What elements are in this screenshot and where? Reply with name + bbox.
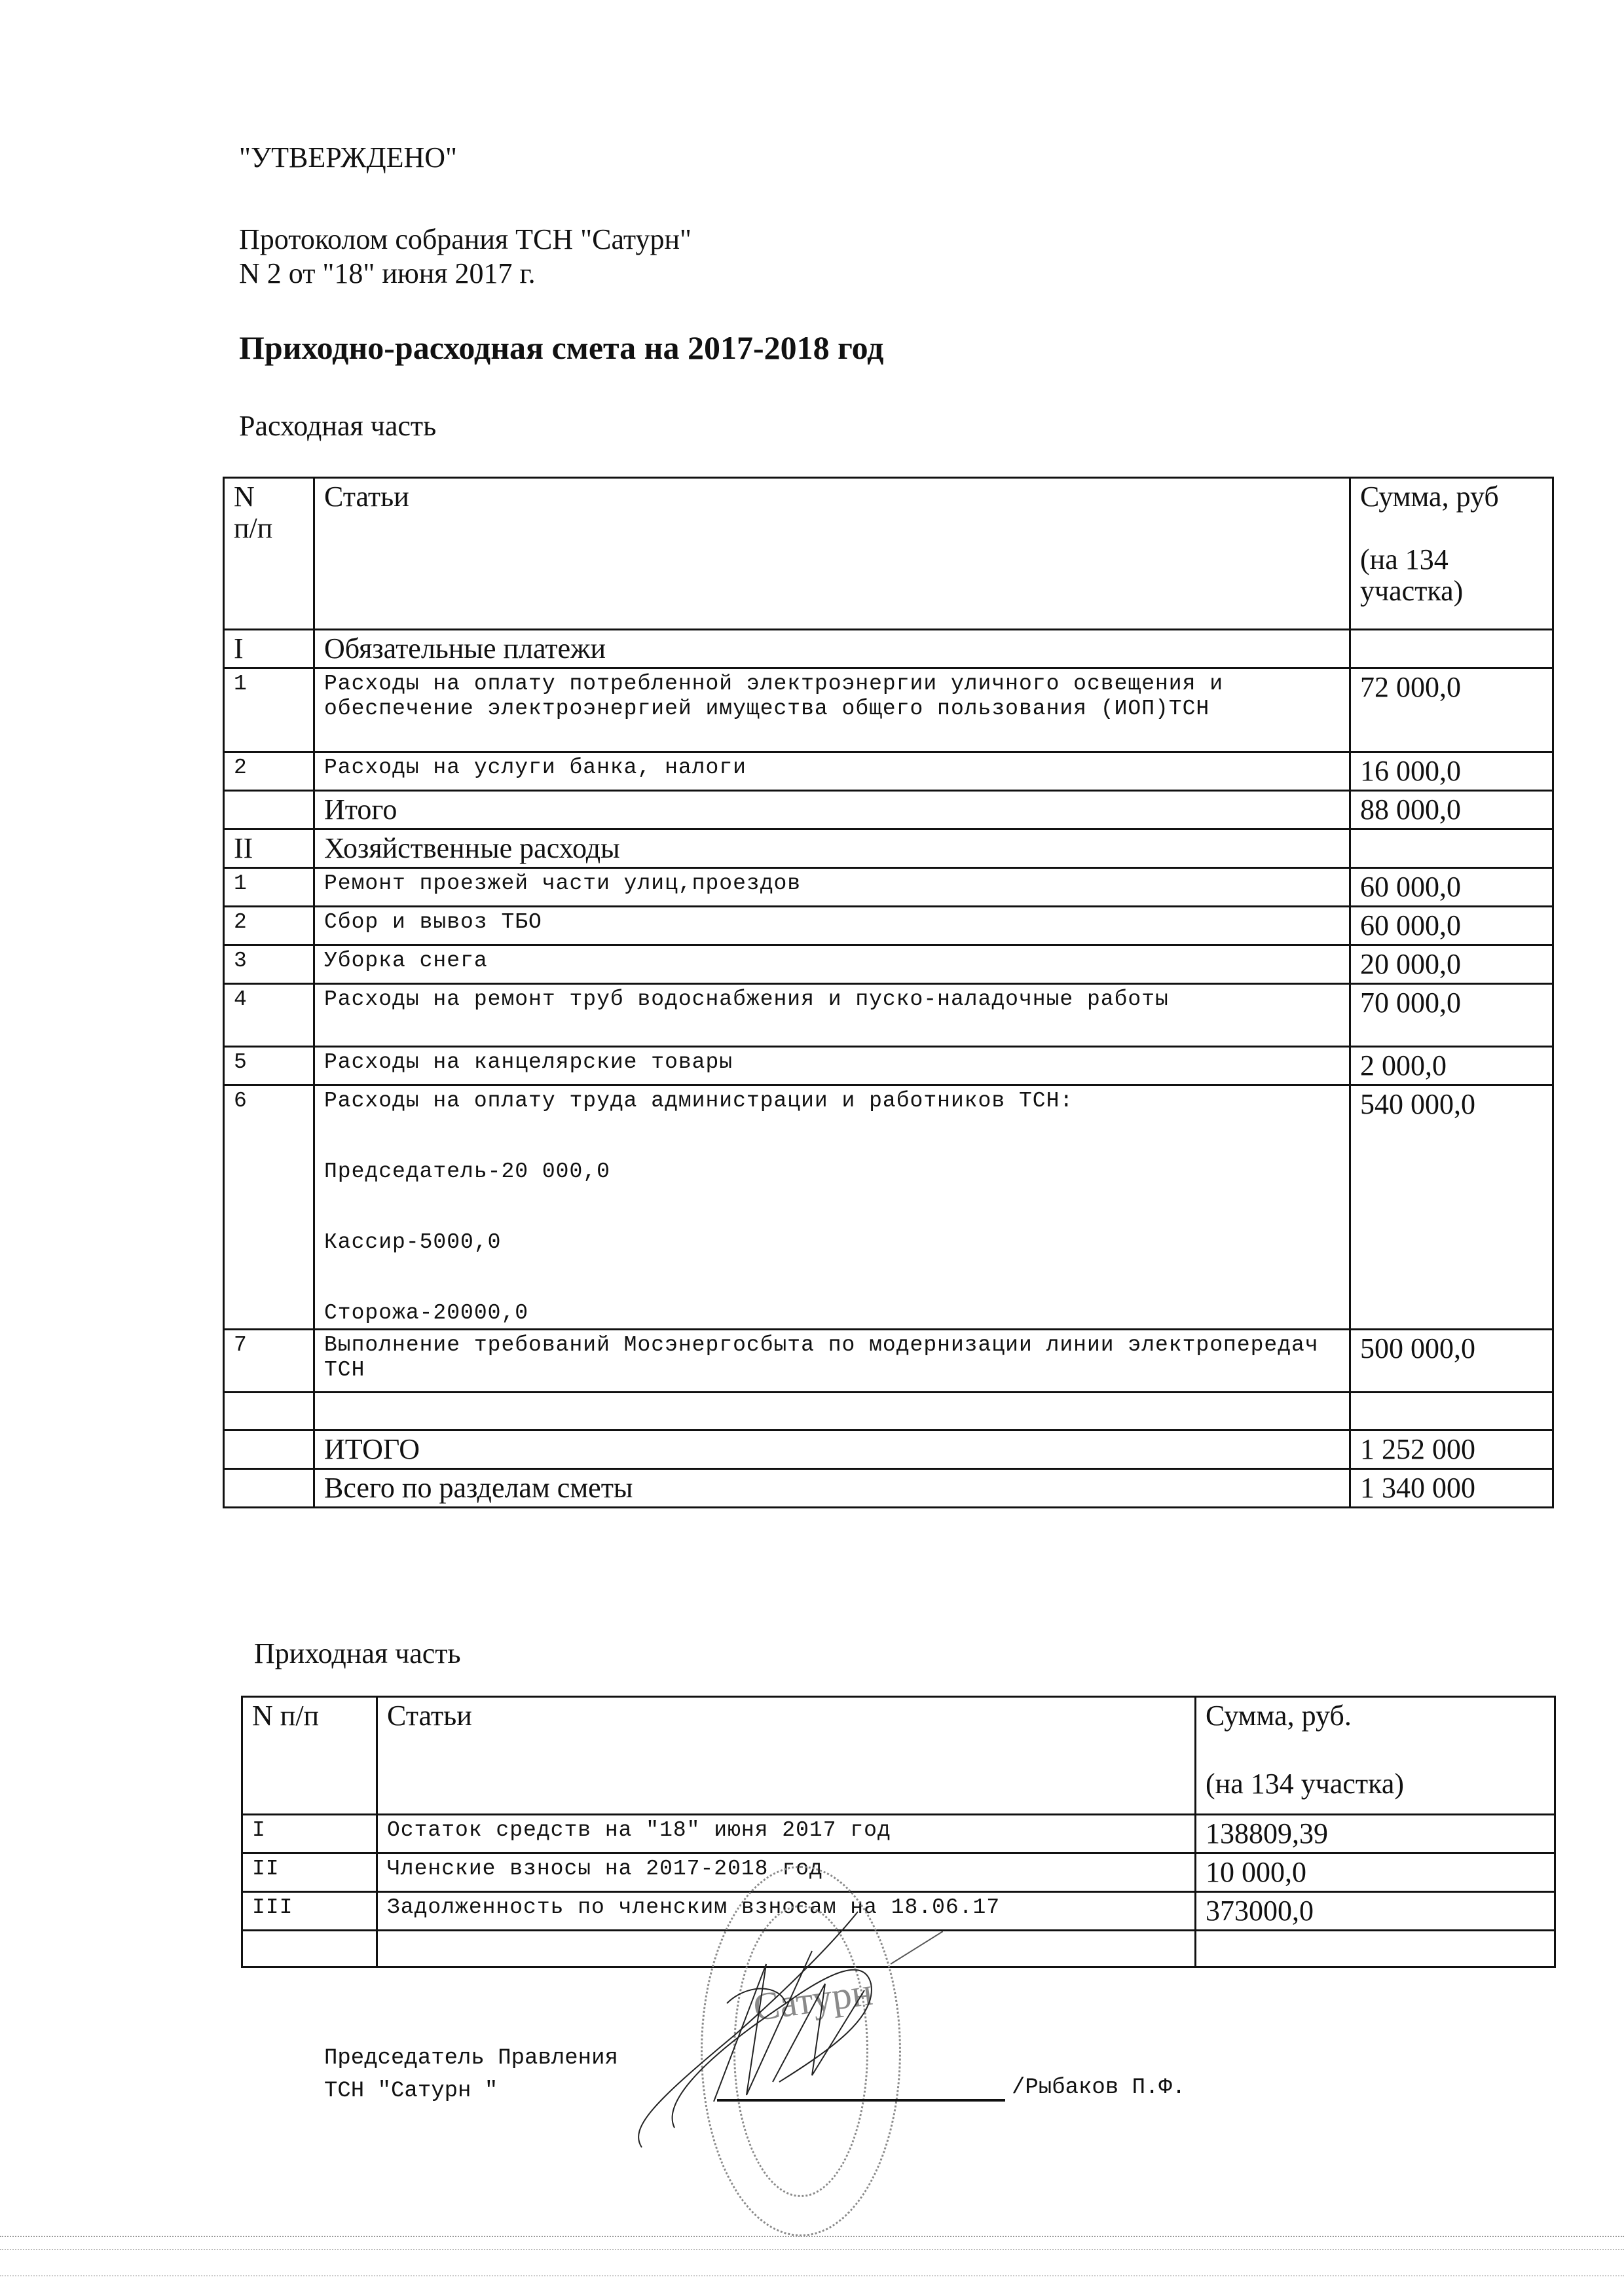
row-num: III (242, 1892, 377, 1931)
signer-name: /Рыбаков П.Ф. (1012, 2075, 1186, 2100)
table-row (224, 868, 1553, 907)
subtotal-row (224, 791, 1553, 829)
header-item: Статьи (314, 478, 1350, 630)
table-row (224, 945, 1553, 984)
expenses-header-row (224, 478, 1553, 630)
group-num: II (224, 829, 314, 868)
row-sum: 10 000,0 (1196, 1853, 1555, 1892)
header-sum (1196, 1697, 1555, 1815)
group-label: Хозяйственные расходы (314, 829, 1350, 868)
header-num-line1: N (234, 481, 255, 513)
row-num: 4 (224, 984, 314, 1047)
handwritten-signature-icon (616, 1886, 943, 2160)
salary-guards: Сторожа-20000,0 (324, 1301, 529, 1325)
row-text: Сбор и вывоз ТБО (314, 907, 1350, 945)
total-row (224, 1430, 1553, 1469)
total-sum: 1 252 000 (1350, 1430, 1553, 1469)
header-sum (1350, 478, 1553, 630)
header-sum-line2: (на 134 (1360, 543, 1449, 575)
row-text: Ремонт проезжей части улиц,проездов (314, 868, 1350, 907)
protocol-line-1: Протоколом собрания ТСН "Сатурн" (239, 223, 692, 255)
salary-cashier: Кассир-5000,0 (324, 1230, 502, 1254)
income-header-row (242, 1697, 1555, 1815)
row-text: Членские взносы на 2017-2018 год (377, 1853, 1196, 1892)
row-num: 2 (224, 907, 314, 945)
row-sum: 70 000,0 (1350, 984, 1553, 1047)
expenses-table (223, 477, 1554, 1508)
row-num: 1 (224, 868, 314, 907)
header-sum-line1: Сумма, руб. (1206, 1700, 1352, 1732)
row-text: Расходы на ремонт труб водоснабжения и пуско-наладочные работы (314, 984, 1350, 1047)
group-num: I (224, 630, 314, 668)
subtotal-sum: 88 000,0 (1350, 791, 1553, 829)
table-row (224, 907, 1553, 945)
header-item: Статьи (377, 1697, 1196, 1815)
signer-role-line1: Председатель Правления (324, 2046, 618, 2071)
row-sum: 540 000,0 (1350, 1085, 1553, 1330)
empty-row (224, 1393, 1553, 1430)
table-row (224, 668, 1553, 752)
row-text: Расходы на услуги банка, налоги (314, 752, 1350, 791)
header-num (224, 478, 314, 630)
row-sum: 373000,0 (1196, 1892, 1555, 1931)
header-sum-line1: Сумма, руб (1360, 481, 1499, 513)
row-sum: 20 000,0 (1350, 945, 1553, 984)
group-label: Обязательные платежи (314, 630, 1350, 668)
row-sum: 2 000,0 (1350, 1047, 1553, 1085)
row-text: Уборка снега (314, 945, 1350, 984)
grand-total-sum: 1 340 000 (1350, 1469, 1553, 1508)
row-sum: 60 000,0 (1350, 868, 1553, 907)
row-num: I (242, 1815, 377, 1853)
row-num: 6 (224, 1085, 314, 1330)
header-sum-line2: (на 134 участка) (1206, 1768, 1405, 1800)
table-row (224, 1085, 1553, 1330)
row-num: 5 (224, 1047, 314, 1085)
row-num: II (242, 1853, 377, 1892)
table-row (224, 1330, 1553, 1393)
scan-artifact-line (0, 2275, 1624, 2276)
protocol-line-2: N 2 от "18" июня 2017 г. (239, 257, 536, 289)
table-row (242, 1815, 1555, 1853)
table-row (224, 984, 1553, 1047)
row-text: Остаток средств на "18" июня 2017 год (377, 1815, 1196, 1853)
row-text (314, 1085, 1350, 1330)
group-row (224, 829, 1553, 868)
row-num: 2 (224, 752, 314, 791)
scan-artifact-line (0, 2236, 1624, 2237)
group-row (224, 630, 1553, 668)
header-sum-line3: участка) (1360, 575, 1464, 607)
table-row (224, 1047, 1553, 1085)
row-num: 3 (224, 945, 314, 984)
row-num: 7 (224, 1330, 314, 1393)
row-sum: 16 000,0 (1350, 752, 1553, 791)
table-row (224, 752, 1553, 791)
row-sum: 72 000,0 (1350, 668, 1553, 752)
row-text: Задолженность по членским взносам на 18.06.17 (377, 1892, 1196, 1931)
row-text-main: Расходы на оплату труда администрации и работников ТСН: (324, 1089, 1074, 1113)
document-title: Приходно-расходная смета на 2017-2018 год (239, 329, 884, 366)
header-num-line2: п/п (234, 512, 273, 544)
grand-total-row (224, 1469, 1553, 1508)
row-text: Расходы на оплату потребленной электроэнергии уличного освещения и обеспечение электроэнергией имущества общего пользования (ИОП)ТСН (314, 668, 1350, 752)
scan-artifact-line (0, 2249, 1624, 2250)
approved-label: "УТВЕРЖДЕНО" (239, 141, 457, 173)
row-sum: 60 000,0 (1350, 907, 1553, 945)
income-section-title: Приходная часть (254, 1637, 461, 1669)
grand-total-label: Всего по разделам сметы (314, 1469, 1350, 1508)
row-sum: 138809,39 (1196, 1815, 1555, 1853)
salary-chairman: Председатель-20 000,0 (324, 1159, 610, 1184)
total-label: ИТОГО (314, 1430, 1350, 1469)
header-num: N п/п (242, 1697, 377, 1815)
row-text: Расходы на канцелярские товары (314, 1047, 1350, 1085)
row-sum: 500 000,0 (1350, 1330, 1553, 1393)
row-num: 1 (224, 668, 314, 752)
stamp-label: Сатурн (750, 1969, 876, 2030)
expenses-section-title: Расходная часть (239, 410, 437, 442)
row-text: Выполнение требований Мосэнергосбыта по модернизации линии электропередач ТСН (314, 1330, 1350, 1393)
signer-role-line2: ТСН "Сатурн " (324, 2079, 498, 2104)
subtotal-label: Итого (314, 791, 1350, 829)
